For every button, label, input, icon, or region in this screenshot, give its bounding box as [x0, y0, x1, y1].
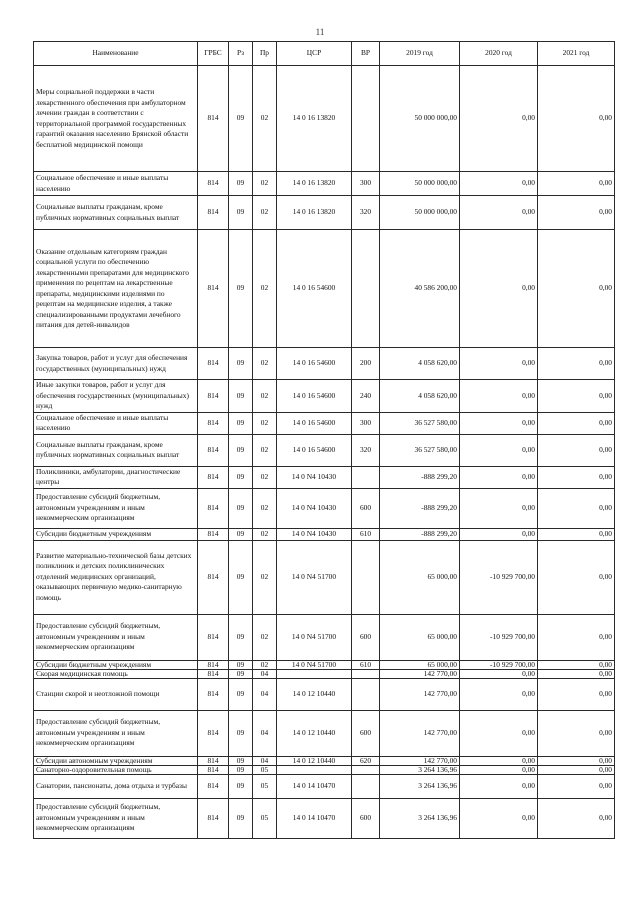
header-grbs: ГРБС [198, 42, 229, 66]
cell-grbs: 814 [198, 412, 229, 434]
cell-rz: 09 [229, 798, 253, 838]
cell-name: Социальные выплаты гражданам, кроме публичных нормативных социальных выплат [34, 434, 198, 466]
cell-name: Скорая медицинская помощь [34, 669, 198, 678]
cell-vr: 620 [352, 756, 380, 765]
cell-y2021: 0,00 [538, 660, 615, 669]
table-row [34, 756, 615, 765]
cell-y2019: 65 000,00 [380, 660, 460, 669]
cell-vr: 200 [352, 348, 380, 380]
cell-name: Иные закупки товаров, работ и услуг для обеспечения государственных (муниципальных) нужд [34, 380, 198, 413]
cell-grbs: 814 [198, 765, 229, 774]
cell-csr: 14 0 N4 51700 [277, 660, 352, 669]
cell-y2020: 0,00 [460, 678, 538, 710]
cell-name: Санатории, пансионаты, дома отдыха и турбазы [34, 774, 198, 798]
header-vr: ВР [352, 42, 380, 66]
cell-rz: 09 [229, 660, 253, 669]
cell-pr: 04 [253, 710, 277, 756]
cell-grbs: 814 [198, 348, 229, 380]
header-rz: Рз [229, 42, 253, 66]
cell-y2021: 0,00 [538, 540, 615, 614]
cell-vr: 320 [352, 196, 380, 230]
budget-table [33, 41, 615, 839]
cell-rz: 09 [229, 756, 253, 765]
cell-pr: 04 [253, 756, 277, 765]
cell-csr: 14 0 16 54600 [277, 348, 352, 380]
cell-name: Субсидии бюджетным учреждениям [34, 660, 198, 669]
cell-grbs: 814 [198, 540, 229, 614]
cell-y2020: 0,00 [460, 710, 538, 756]
cell-pr: 02 [253, 348, 277, 380]
cell-grbs: 814 [198, 669, 229, 678]
cell-name: Санаторно-оздоровительная помощь [34, 765, 198, 774]
cell-csr: 14 0 16 13820 [277, 66, 352, 172]
cell-csr: 14 0 16 13820 [277, 172, 352, 196]
cell-y2019: -888 299,20 [380, 488, 460, 528]
cell-y2020: -10 929 700,00 [460, 660, 538, 669]
cell-vr [352, 540, 380, 614]
cell-y2021: 0,00 [538, 66, 615, 172]
cell-y2019: 50 000 000,00 [380, 196, 460, 230]
cell-y2019: 50 000 000,00 [380, 172, 460, 196]
cell-y2019: 142 770,00 [380, 669, 460, 678]
cell-rz: 09 [229, 774, 253, 798]
cell-vr: 600 [352, 710, 380, 756]
cell-vr: 600 [352, 614, 380, 660]
cell-rz: 09 [229, 412, 253, 434]
cell-pr: 02 [253, 380, 277, 413]
cell-y2020: 0,00 [460, 380, 538, 413]
cell-y2020: 0,00 [460, 756, 538, 765]
table-header-row [34, 42, 615, 66]
cell-csr [277, 669, 352, 678]
cell-y2021: 0,00 [538, 765, 615, 774]
cell-y2021: 0,00 [538, 412, 615, 434]
table-row [34, 412, 615, 434]
header-pr: Пр [253, 42, 277, 66]
cell-pr: 02 [253, 660, 277, 669]
page-number: 11 [315, 27, 325, 37]
cell-y2021: 0,00 [538, 798, 615, 838]
cell-y2020: 0,00 [460, 528, 538, 540]
cell-grbs: 814 [198, 660, 229, 669]
cell-y2019: 4 058 620,00 [380, 380, 460, 413]
cell-csr: 14 0 16 54600 [277, 412, 352, 434]
cell-name: Субсидии бюджетным учреждениям [34, 528, 198, 540]
cell-y2020: 0,00 [460, 412, 538, 434]
cell-csr: 14 0 N4 51700 [277, 540, 352, 614]
cell-grbs: 814 [198, 66, 229, 172]
cell-name: Социальное обеспечение и иные выплаты населению [34, 412, 198, 434]
table-row [34, 678, 615, 710]
cell-csr: 14 0 N4 10430 [277, 528, 352, 540]
cell-y2019: 3 264 136,96 [380, 774, 460, 798]
table-row [34, 528, 615, 540]
cell-vr: 300 [352, 412, 380, 434]
cell-name: Предоставление субсидий бюджетным, автономным учреждениям и иным некоммерческим организациям [34, 798, 198, 838]
header-name: Наименование [34, 42, 198, 66]
cell-y2021: 0,00 [538, 196, 615, 230]
header-2019: 2019 год [380, 42, 460, 66]
table-row [34, 710, 615, 756]
table-row [34, 66, 615, 172]
table-row [34, 488, 615, 528]
cell-grbs: 814 [198, 434, 229, 466]
cell-y2020: -10 929 700,00 [460, 540, 538, 614]
cell-y2020: 0,00 [460, 230, 538, 348]
cell-csr: 14 0 16 54600 [277, 230, 352, 348]
cell-y2019: 142 770,00 [380, 756, 460, 765]
cell-vr [352, 765, 380, 774]
cell-pr: 05 [253, 798, 277, 838]
cell-grbs: 814 [198, 488, 229, 528]
table-row [34, 434, 615, 466]
cell-rz: 09 [229, 466, 253, 488]
cell-vr [352, 678, 380, 710]
cell-y2020: 0,00 [460, 434, 538, 466]
cell-y2021: 0,00 [538, 710, 615, 756]
cell-y2020: 0,00 [460, 669, 538, 678]
cell-csr: 14 0 12 10440 [277, 756, 352, 765]
cell-pr: 02 [253, 466, 277, 488]
cell-rz: 09 [229, 540, 253, 614]
cell-rz: 09 [229, 765, 253, 774]
cell-name: Развитие материально-технической базы детских поликлиник и детских поликлинических отделений медицинских организаций, оказывающих первичную медико-санитарную помощь [34, 540, 198, 614]
cell-rz: 09 [229, 528, 253, 540]
cell-y2021: 0,00 [538, 434, 615, 466]
cell-rz: 09 [229, 669, 253, 678]
cell-csr: 14 0 N4 10430 [277, 466, 352, 488]
cell-vr [352, 66, 380, 172]
cell-name: Предоставление субсидий бюджетным, автономным учреждениям и иным некоммерческим организациям [34, 488, 198, 528]
cell-vr: 600 [352, 488, 380, 528]
cell-vr [352, 230, 380, 348]
cell-pr: 02 [253, 412, 277, 434]
cell-rz: 09 [229, 380, 253, 413]
header-csr: ЦСР [277, 42, 352, 66]
cell-rz: 09 [229, 348, 253, 380]
cell-y2020: 0,00 [460, 172, 538, 196]
cell-y2019: 142 770,00 [380, 710, 460, 756]
cell-vr: 600 [352, 798, 380, 838]
cell-y2021: 0,00 [538, 678, 615, 710]
cell-y2021: 0,00 [538, 614, 615, 660]
cell-csr: 14 0 16 13820 [277, 196, 352, 230]
cell-grbs: 814 [198, 196, 229, 230]
table-row [34, 774, 615, 798]
header-2020: 2020 год [460, 42, 538, 66]
table-row [34, 196, 615, 230]
cell-grbs: 814 [198, 798, 229, 838]
cell-csr: 14 0 16 54600 [277, 380, 352, 413]
cell-rz: 09 [229, 196, 253, 230]
cell-y2019: 142 770,00 [380, 678, 460, 710]
cell-y2020: 0,00 [460, 66, 538, 172]
cell-pr: 04 [253, 678, 277, 710]
cell-name: Субсидии автономным учреждениям [34, 756, 198, 765]
table-row [34, 230, 615, 348]
cell-y2021: 0,00 [538, 172, 615, 196]
table-row [34, 540, 615, 614]
cell-pr: 02 [253, 614, 277, 660]
table-body [34, 66, 615, 839]
cell-name: Предоставление субсидий бюджетным, автономным учреждениям и иным некоммерческим организациям [34, 614, 198, 660]
cell-y2019: 50 000 000,00 [380, 66, 460, 172]
cell-vr: 610 [352, 528, 380, 540]
cell-vr: 610 [352, 660, 380, 669]
cell-pr: 05 [253, 765, 277, 774]
cell-y2021: 0,00 [538, 230, 615, 348]
cell-y2020: 0,00 [460, 774, 538, 798]
cell-pr: 02 [253, 66, 277, 172]
cell-pr: 04 [253, 669, 277, 678]
cell-rz: 09 [229, 230, 253, 348]
cell-name: Социальное обеспечение и иные выплаты населению [34, 172, 198, 196]
cell-pr: 02 [253, 434, 277, 466]
cell-y2019: 36 527 580,00 [380, 412, 460, 434]
table-row [34, 798, 615, 838]
cell-pr: 02 [253, 196, 277, 230]
table-row [34, 765, 615, 774]
header-2021: 2021 год [538, 42, 615, 66]
cell-y2020: 0,00 [460, 488, 538, 528]
cell-y2021: 0,00 [538, 528, 615, 540]
cell-name: Поликлиники, амбулатории, диагностические центры [34, 466, 198, 488]
cell-name: Станции скорой и неотложной помощи [34, 678, 198, 710]
cell-rz: 09 [229, 66, 253, 172]
cell-y2019: 3 264 136,96 [380, 798, 460, 838]
cell-y2019: 4 058 620,00 [380, 348, 460, 380]
cell-csr [277, 765, 352, 774]
cell-y2021: 0,00 [538, 380, 615, 413]
cell-name: Предоставление субсидий бюджетным, автономным учреждениям и иным некоммерческим организациям [34, 710, 198, 756]
cell-y2020: 0,00 [460, 348, 538, 380]
cell-csr: 14 0 14 10470 [277, 798, 352, 838]
cell-pr: 02 [253, 528, 277, 540]
cell-grbs: 814 [198, 756, 229, 765]
cell-pr: 02 [253, 488, 277, 528]
table-row [34, 466, 615, 488]
cell-y2021: 0,00 [538, 774, 615, 798]
table-row [34, 614, 615, 660]
cell-y2019: 3 264 136,96 [380, 765, 460, 774]
cell-rz: 09 [229, 434, 253, 466]
cell-y2021: 0,00 [538, 756, 615, 765]
cell-y2021: 0,00 [538, 466, 615, 488]
cell-grbs: 814 [198, 466, 229, 488]
cell-vr [352, 466, 380, 488]
cell-rz: 09 [229, 488, 253, 528]
cell-pr: 02 [253, 172, 277, 196]
cell-rz: 09 [229, 678, 253, 710]
table-row [34, 660, 615, 669]
cell-csr: 14 0 12 10440 [277, 710, 352, 756]
cell-grbs: 814 [198, 528, 229, 540]
cell-pr: 05 [253, 774, 277, 798]
cell-y2020: 0,00 [460, 798, 538, 838]
cell-pr: 02 [253, 230, 277, 348]
cell-rz: 09 [229, 614, 253, 660]
table-row [34, 172, 615, 196]
cell-rz: 09 [229, 710, 253, 756]
cell-csr: 14 0 N4 51700 [277, 614, 352, 660]
cell-y2019: 65 000,00 [380, 614, 460, 660]
table-row [34, 348, 615, 380]
cell-y2019: -888 299,20 [380, 466, 460, 488]
cell-y2020: -10 929 700,00 [460, 614, 538, 660]
cell-y2019: 40 586 200,00 [380, 230, 460, 348]
cell-csr: 14 0 16 54600 [277, 434, 352, 466]
cell-y2020: 0,00 [460, 196, 538, 230]
cell-vr [352, 774, 380, 798]
cell-vr: 300 [352, 172, 380, 196]
table-row [34, 380, 615, 413]
cell-name: Оказание отдельным категориям граждан социальной услуги по обеспечению лекарственными препаратами для медицинского применения по рецептам на лекарственные препараты, медицинскими изделиями по рецептам на медицинские изделия, а также специализированными продуктами лечебного питания для детей-инвалидов [34, 230, 198, 348]
cell-csr: 14 0 12 10440 [277, 678, 352, 710]
cell-y2020: 0,00 [460, 765, 538, 774]
cell-y2019: -888 299,20 [380, 528, 460, 540]
cell-y2019: 36 527 580,00 [380, 434, 460, 466]
cell-vr: 240 [352, 380, 380, 413]
cell-grbs: 814 [198, 614, 229, 660]
cell-vr: 320 [352, 434, 380, 466]
cell-csr: 14 0 N4 10430 [277, 488, 352, 528]
cell-csr: 14 0 14 10470 [277, 774, 352, 798]
cell-grbs: 814 [198, 380, 229, 413]
cell-name: Меры социальной поддержки в части лекарственного обеспечения при амбулаторном лечении граждан в соответствии с территориальной программой государственных гарантий оказания населению Брянской области бесплатной медицинской помощи [34, 66, 198, 172]
cell-name: Социальные выплаты гражданам, кроме публичных нормативных социальных выплат [34, 196, 198, 230]
cell-y2019: 65 000,00 [380, 540, 460, 614]
cell-grbs: 814 [198, 774, 229, 798]
cell-grbs: 814 [198, 710, 229, 756]
cell-y2021: 0,00 [538, 669, 615, 678]
cell-grbs: 814 [198, 172, 229, 196]
cell-rz: 09 [229, 172, 253, 196]
cell-grbs: 814 [198, 678, 229, 710]
cell-grbs: 814 [198, 230, 229, 348]
cell-name: Закупка товаров, работ и услуг для обеспечения государственных (муниципальных) нужд [34, 348, 198, 380]
cell-vr [352, 669, 380, 678]
cell-y2021: 0,00 [538, 348, 615, 380]
cell-y2021: 0,00 [538, 488, 615, 528]
table-row [34, 669, 615, 678]
cell-pr: 02 [253, 540, 277, 614]
cell-y2020: 0,00 [460, 466, 538, 488]
